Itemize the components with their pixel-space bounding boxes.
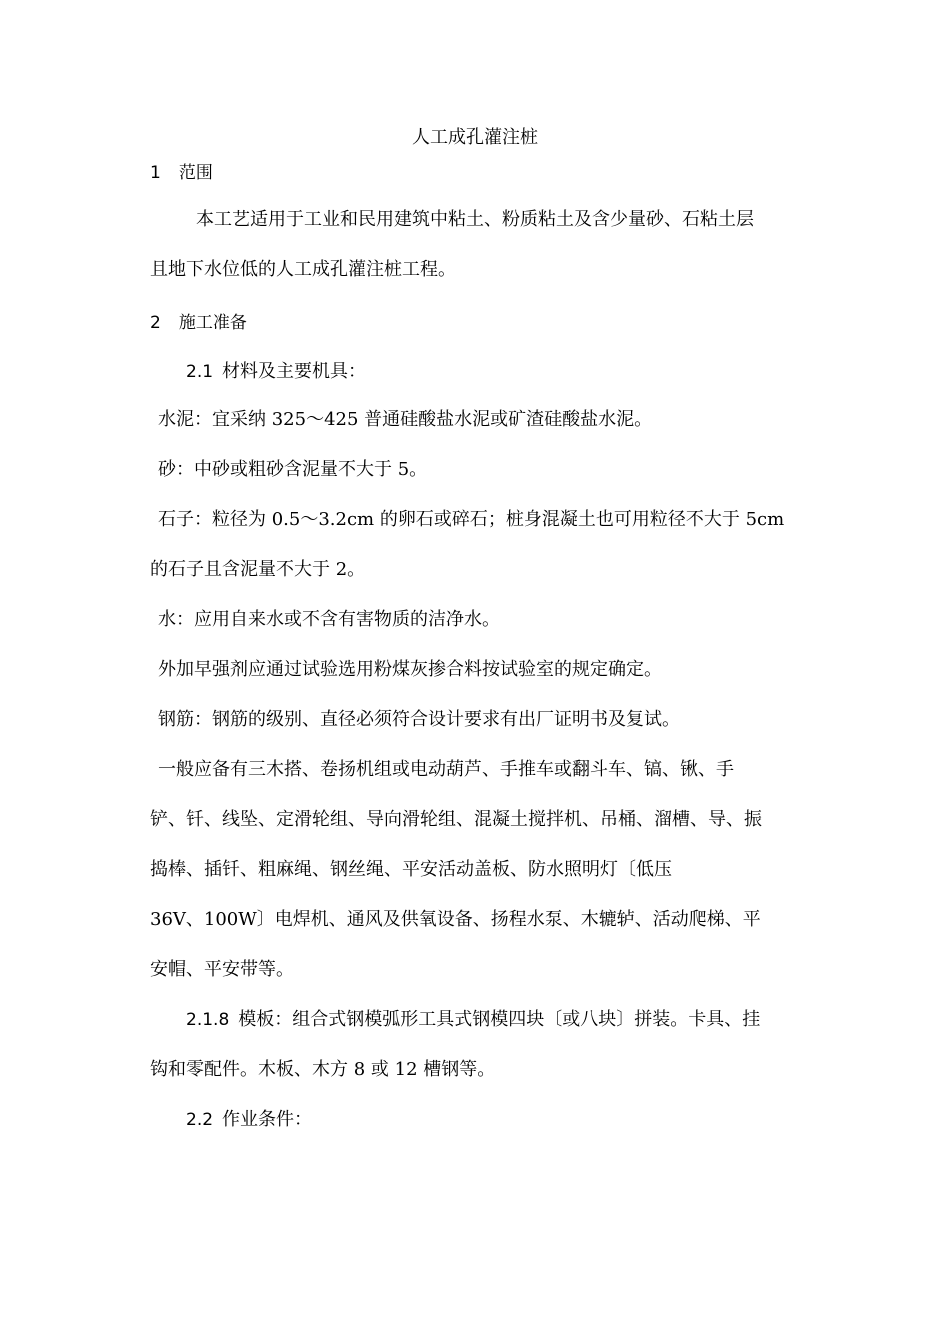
section-1-heading	[150, 161, 213, 185]
material-sand: 砂：中砂或粗砂含泥量不大于 5。	[158, 459, 428, 480]
equipment-line-4: 36V、100W〕电焊机、通风及供氧设备、扬程水泵、木辘轳、活动爬梯、平	[150, 909, 761, 930]
equipment-line-1: 一般应备有三木搭、卷扬机组或电动葫芦、手推车或翻斗车、镐、锹、手	[158, 759, 734, 780]
section-1-title: 范围	[178, 163, 213, 183]
section-2-number: 2	[150, 313, 161, 333]
subsection-2-1-8-text: 模板：组合式钢模弧形工具式钢模四块〔或八块〕拼装。卡具、挂	[238, 1009, 761, 1030]
subsection-2-1-8-number: 2.1.8	[186, 1010, 230, 1030]
material-water: 水：应用自来水或不含有害物质的洁净水。	[158, 609, 500, 630]
section-1-paragraph-line-2: 且地下水位低的人工成孔灌注桩工程。	[150, 259, 456, 280]
material-rebar: 钢筋：钢筋的级别、直径必须符合设计要求有出厂证明书及复试。	[158, 709, 680, 730]
subsection-2-1-8-line-2: 钩和零配件。木板、木方 8 或 12 槽钢等。	[150, 1059, 496, 1080]
subsection-2-1-number: 2.1	[186, 362, 214, 382]
equipment-line-3: 捣棒、插钎、粗麻绳、钢丝绳、平安活动盖板、防水照明灯〔低压	[150, 859, 672, 880]
material-admixture: 外加早强剂应通过试验选用粉煤灰掺合料按试验室的规定确定。	[158, 659, 662, 680]
section-2-heading	[150, 311, 247, 335]
equipment-line-2: 铲、钎、线坠、定滑轮组、导向滑轮组、混凝土搅拌机、吊桶、溜槽、导、振	[150, 809, 762, 830]
subsection-2-1	[186, 360, 366, 384]
equipment-line-5: 安帽、平安带等。	[150, 959, 294, 980]
section-2-title: 施工准备	[178, 313, 247, 333]
subsection-2-2-text: 作业条件：	[222, 1109, 313, 1130]
section-1-paragraph-line-1: 本工艺适用于工业和民用建筑中粘土、粉质粘土及含少量砂、石粘土层	[196, 209, 754, 230]
section-1-number: 1	[150, 163, 161, 183]
subsection-2-1-text: 材料及主要机具：	[222, 361, 367, 382]
document-title: 人工成孔灌注桩	[412, 127, 538, 148]
material-stone-line-2: 的石子且含泥量不大于 2。	[150, 559, 366, 580]
subsection-2-2-number: 2.2	[186, 1110, 214, 1130]
material-cement: 水泥：宜采纳 325～425 普通硅酸盐水泥或矿渣硅酸盐水泥。	[158, 409, 653, 430]
material-stone-line-1: 石子：粒径为 0.5～3.2cm 的卵石或碎石；桩身混凝土也可用粒径不大于 5cm	[158, 509, 785, 530]
subsection-2-2	[186, 1108, 312, 1132]
subsection-2-1-8	[186, 1008, 760, 1032]
